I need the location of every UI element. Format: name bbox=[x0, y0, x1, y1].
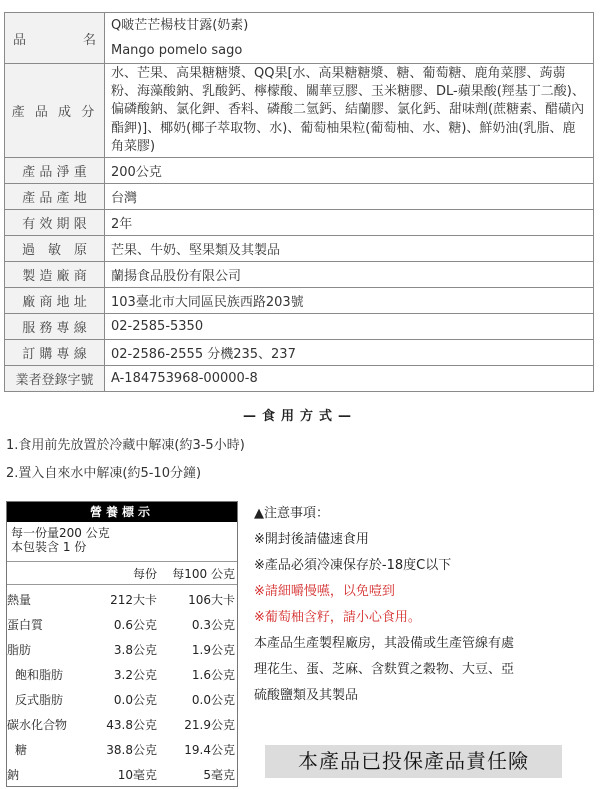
value-origin: 台灣 bbox=[105, 184, 594, 210]
nutrition-row-saturated-fat bbox=[7, 662, 237, 687]
nutrient-per-100g: 19.4公克 bbox=[184, 743, 235, 757]
column-per-serving: 每份 bbox=[132, 566, 157, 581]
product-info-table bbox=[4, 12, 594, 392]
nutrition-facts-table bbox=[6, 501, 238, 787]
nutrient-per-serving: 0.0公克 bbox=[113, 693, 157, 707]
nutrition-serving-info bbox=[7, 522, 237, 562]
notices-title: ▲注意事項： bbox=[254, 506, 329, 521]
row-ingredients bbox=[5, 64, 594, 158]
nutrition-row-protein bbox=[7, 612, 237, 637]
allergen-statement-line: 本產品生產製程廠房，其設備或生產管線有處 bbox=[254, 636, 515, 651]
nutrition-row-trans-fat bbox=[7, 687, 237, 712]
nutrition-row-carbohydrate bbox=[7, 712, 237, 737]
row-product-name bbox=[5, 13, 594, 64]
row-origin bbox=[5, 184, 594, 210]
notice-item-warning: ※葡萄柚含籽，請小心食用。 bbox=[254, 610, 421, 625]
serving-size: 每一份量200 公克 bbox=[11, 526, 110, 540]
nutrition-column-headers bbox=[7, 562, 237, 585]
label-net-weight: 產 品 淨 重 bbox=[5, 158, 105, 184]
label-product-name bbox=[5, 13, 105, 64]
nutrition-row-sugar bbox=[7, 737, 237, 762]
nutrient-per-100g: 1.9公克 bbox=[191, 643, 235, 657]
label-service-line: 服 務 專 線 bbox=[5, 314, 105, 340]
insurance-banner: 本產品已投保產品責任險 bbox=[265, 745, 562, 778]
nutrient-per-100g: 5毫克 bbox=[203, 768, 235, 782]
label-shelf-life: 有 效 期 限 bbox=[5, 210, 105, 236]
nutrient-per-serving: 3.2公克 bbox=[113, 668, 157, 682]
value-shelf-life: 2年 bbox=[105, 210, 594, 236]
nutrient-per-serving: 212大卡 bbox=[110, 593, 157, 607]
row-service-line bbox=[5, 314, 594, 340]
row-address bbox=[5, 288, 594, 314]
value-manufacturer: 蘭揚食品股份有限公司 bbox=[105, 262, 594, 288]
nutrient-name: 脂肪 bbox=[7, 643, 32, 657]
label-char: 名 bbox=[82, 32, 96, 48]
label-registration-number: 業者登錄字號 bbox=[5, 366, 105, 392]
nutrient-name: 飽和脂肪 bbox=[15, 668, 64, 682]
nutrition-row-sodium bbox=[7, 762, 237, 787]
value-product-name bbox=[105, 13, 594, 64]
row-shelf-life bbox=[5, 210, 594, 236]
notice-item-warning: ※請細嚼慢嚥，以免噎到 bbox=[254, 584, 395, 599]
column-per-100g: 每100 公克 bbox=[172, 566, 235, 581]
nutrient-name: 糖 bbox=[15, 743, 28, 757]
label-address: 廠 商 地 址 bbox=[5, 288, 105, 314]
notices-section bbox=[254, 501, 594, 709]
nutrient-per-serving: 3.8公克 bbox=[113, 643, 157, 657]
nutrient-name: 熱量 bbox=[7, 593, 32, 607]
allergen-statement-line: 硫酸鹽類及其製品 bbox=[254, 688, 359, 703]
label-origin: 產 品 產 地 bbox=[5, 184, 105, 210]
nutrient-name: 蛋白質 bbox=[7, 618, 44, 632]
label-order-line: 訂 購 專 線 bbox=[5, 340, 105, 366]
label-ingredients: 產 品 成 分 bbox=[5, 64, 105, 158]
nutrient-per-100g: 21.9公克 bbox=[184, 718, 235, 732]
nutrient-per-100g: 1.6公克 bbox=[191, 668, 235, 682]
product-name-en: Mango pomelo sago bbox=[111, 43, 243, 58]
row-order-line bbox=[5, 340, 594, 366]
nutrient-per-serving: 0.6公克 bbox=[113, 618, 157, 632]
value-net-weight: 200公克 bbox=[105, 158, 594, 184]
nutrient-name: 鈉 bbox=[7, 768, 20, 782]
allergen-statement-line: 理花生、蛋、芝麻、含麩質之穀物、大豆、亞 bbox=[254, 662, 515, 677]
nutrient-name: 反式脂肪 bbox=[15, 693, 64, 707]
row-manufacturer bbox=[5, 262, 594, 288]
row-allergens bbox=[5, 236, 594, 262]
label-char: 品 bbox=[13, 32, 27, 48]
nutrient-per-100g: 106大卡 bbox=[188, 593, 235, 607]
ingredients-text: 水、芒果、高果糖糖漿、QQ果[水、高果糖糖漿、糖、葡萄糖、鹿角菜膠、蒟蒻粉、海藻酸鈉、乳酸鈣、檸檬酸、關華豆膠、玉米糖膠、DL-蘋果酸(羥基丁二酸)、偏磷酸鈉、氯化鉀、香料、磷酸二氫鈣、結蘭膠、氯化鈣、甜味劑(蔗糖素、醋磺內酯鉀)]、椰奶(椰子萃取物、水)、葡萄柚果粒(葡萄柚、水、糖)、鮮奶油(乳脂、鹿角菜膠) bbox=[111, 66, 585, 154]
nutrition-row-fat bbox=[7, 637, 237, 662]
value-service-line: 02-2585-5350 bbox=[105, 314, 594, 340]
nutrient-per-serving: 43.8公克 bbox=[106, 718, 157, 732]
row-registration-number bbox=[5, 366, 594, 392]
nutrient-per-serving: 38.8公克 bbox=[106, 743, 157, 757]
nutrition-title: 營養標示 bbox=[7, 502, 237, 522]
value-ingredients bbox=[105, 64, 594, 158]
row-net-weight bbox=[5, 158, 594, 184]
nutrient-name: 碳水化合物 bbox=[7, 718, 68, 732]
notice-item: ※開封後請儘速食用 bbox=[254, 532, 369, 547]
usage-step: 2.置入自來水中解凍(約5-10分鐘) bbox=[6, 466, 202, 481]
value-allergens: 芒果、牛奶、堅果類及其製品 bbox=[105, 236, 594, 262]
nutrient-per-serving: 10毫克 bbox=[117, 768, 157, 782]
value-registration-number: A-184753968-00000-8 bbox=[105, 366, 594, 392]
value-order-line: 02-2586-2555 分機235、237 bbox=[105, 340, 594, 366]
nutrient-per-100g: 0.3公克 bbox=[191, 618, 235, 632]
value-address: 103臺北市大同區民族西路203號 bbox=[105, 288, 594, 314]
nutrition-row-calories bbox=[7, 587, 237, 612]
nutrient-per-100g: 0.0公克 bbox=[191, 693, 235, 707]
usage-title: —食用方式— bbox=[242, 409, 357, 424]
servings-per-pack: 本包裝含 1 份 bbox=[11, 540, 87, 554]
label-allergens: 過 敏 原 bbox=[5, 236, 105, 262]
product-name-zh: Q啵芒芒楊枝甘露(奶素) bbox=[111, 18, 249, 33]
usage-step: 1.食用前先放置於冷藏中解凍(約3-5小時) bbox=[6, 438, 245, 453]
notice-item: ※產品必須冷凍保存於-18度C以下 bbox=[254, 558, 452, 573]
label-manufacturer: 製 造 廠 商 bbox=[5, 262, 105, 288]
